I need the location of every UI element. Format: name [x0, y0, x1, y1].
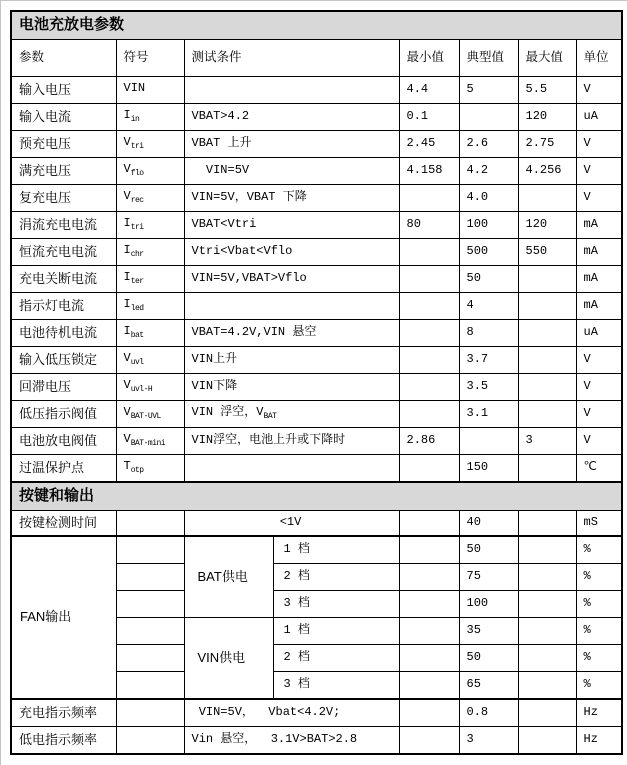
symbol-base: VIN [123, 81, 146, 96]
max-cell [518, 266, 576, 293]
typ-cell: 4.2 [459, 158, 518, 185]
min-cell: 80 [399, 212, 459, 239]
max-cell [518, 727, 576, 755]
min-cell [399, 347, 459, 374]
table-row [11, 185, 622, 212]
symbol-cell [116, 266, 184, 293]
table-row [11, 511, 622, 537]
max-cell [518, 455, 576, 483]
symbol-cell [116, 320, 184, 347]
power-source-cell: VIN供电 [184, 618, 273, 700]
table-row [11, 401, 622, 428]
typ-cell: 3.5 [459, 374, 518, 401]
gear-cell: 3 档 [273, 591, 399, 618]
symbol-subscript: rec [130, 196, 144, 206]
param-cell: 恒流充电电流 [11, 239, 116, 266]
typ-cell: 100 [459, 591, 518, 618]
unit-cell: V [576, 401, 622, 428]
min-cell [399, 699, 459, 727]
symbol-base: V [123, 378, 131, 393]
symbol-subscript: flo [130, 169, 144, 179]
condition-cell: <1V [184, 511, 399, 537]
spec-table [10, 10, 623, 755]
col-header-unit: 单位 [576, 40, 622, 77]
symbol-subscript: BAT-UVL [130, 412, 161, 422]
condition-cell: VIN=5V [184, 158, 399, 185]
min-cell [399, 401, 459, 428]
symbol-base: I [123, 297, 131, 312]
gear-cell: 1 档 [273, 618, 399, 645]
table-row [11, 347, 622, 374]
param-cell: 按键检测时间 [11, 511, 116, 537]
symbol-cell [116, 239, 184, 266]
min-cell [399, 320, 459, 347]
symbol-cell [116, 455, 184, 483]
condition-cell: VIN=5V,VBAT>Vflo [184, 266, 399, 293]
typ-cell: 75 [459, 564, 518, 591]
col-header-min: 最小值 [399, 40, 459, 77]
condition-cell: VBAT=4.2V,VIN 悬空 [184, 320, 399, 347]
typ-cell: 8 [459, 320, 518, 347]
symbol-base: V [123, 135, 131, 150]
typ-cell: 50 [459, 645, 518, 672]
symbol-cell [116, 77, 184, 104]
max-cell [518, 185, 576, 212]
param-cell: 过温保护点 [11, 455, 116, 483]
max-cell [518, 591, 576, 618]
min-cell [399, 239, 459, 266]
unit-cell: V [576, 347, 622, 374]
gear-cell: 1 档 [273, 536, 399, 564]
condition-cell [184, 455, 399, 483]
table-row [11, 428, 622, 455]
symbol-base: V [123, 405, 131, 420]
param-cell: 输入电流 [11, 104, 116, 131]
symbol-cell [116, 374, 184, 401]
condition-cell: Vtri<Vbat<Vflo [184, 239, 399, 266]
fan-output-cell: FAN输出 [11, 536, 116, 699]
unit-cell: V [576, 77, 622, 104]
typ-cell: 50 [459, 266, 518, 293]
symbol-subscript: ter [130, 277, 144, 287]
symbol-cell [116, 212, 184, 239]
unit-cell: mA [576, 266, 622, 293]
min-cell: 4.158 [399, 158, 459, 185]
max-cell [518, 564, 576, 591]
unit-cell: mA [576, 293, 622, 320]
unit-cell: ℃ [576, 455, 622, 483]
condition-cell [184, 401, 399, 428]
typ-cell: 2.6 [459, 131, 518, 158]
symbol-cell [116, 564, 184, 591]
max-cell: 120 [518, 104, 576, 131]
col-header-typ: 典型值 [459, 40, 518, 77]
col-header-param: 参数 [11, 40, 116, 77]
condition-cell [184, 293, 399, 320]
table-row [11, 374, 622, 401]
symbol-cell [116, 401, 184, 428]
table-row [11, 266, 622, 293]
symbol-subscript: bat [130, 331, 144, 341]
param-cell: 复充电压 [11, 185, 116, 212]
typ-cell: 3.7 [459, 347, 518, 374]
min-cell [399, 591, 459, 618]
unit-cell: % [576, 645, 622, 672]
symbol-subscript: otp [130, 466, 144, 476]
symbol-cell [116, 672, 184, 700]
condition-text: VIN 浮空，V [191, 405, 264, 420]
table-row [11, 320, 622, 347]
symbol-cell [116, 618, 184, 645]
symbol-subscript: uvl-H [130, 385, 153, 395]
param-cell: 预充电压 [11, 131, 116, 158]
max-cell [518, 699, 576, 727]
condition-cell: VBAT 上升 [184, 131, 399, 158]
table-row [11, 293, 622, 320]
symbol-base: V [123, 162, 131, 177]
symbol-base: I [123, 108, 131, 123]
min-cell [399, 618, 459, 645]
condition-cell: VIN浮空，电池上升或下降时 [184, 428, 399, 455]
symbol-cell [116, 104, 184, 131]
max-cell [518, 511, 576, 537]
symbol-cell [116, 511, 184, 537]
min-cell [399, 266, 459, 293]
unit-cell: % [576, 564, 622, 591]
max-cell: 3 [518, 428, 576, 455]
symbol-cell [116, 293, 184, 320]
max-cell [518, 293, 576, 320]
symbol-subscript: tri [130, 142, 144, 152]
max-cell [518, 320, 576, 347]
typ-cell: 100 [459, 212, 518, 239]
condition-cell: VIN下降 [184, 374, 399, 401]
section-title-row [11, 11, 622, 40]
max-cell [518, 374, 576, 401]
param-cell: 回滞电压 [11, 374, 116, 401]
param-cell: 涓流充电电流 [11, 212, 116, 239]
col-header-condition: 测试条件 [184, 40, 399, 77]
symbol-cell [116, 428, 184, 455]
symbol-cell [116, 645, 184, 672]
symbol-cell [116, 158, 184, 185]
table-row [11, 699, 622, 727]
unit-cell: uA [576, 320, 622, 347]
max-cell [518, 347, 576, 374]
unit-cell: % [576, 536, 622, 564]
param-cell: 输入电压 [11, 77, 116, 104]
typ-cell: 500 [459, 239, 518, 266]
param-cell: 满充电压 [11, 158, 116, 185]
gear-cell: 2 档 [273, 645, 399, 672]
param-cell: 低压指示阀值 [11, 401, 116, 428]
symbol-base: I [123, 243, 131, 258]
unit-cell: mA [576, 212, 622, 239]
symbol-cell [116, 699, 184, 727]
column-header-row [11, 40, 622, 77]
max-cell: 4.256 [518, 158, 576, 185]
col-header-max: 最大值 [518, 40, 576, 77]
unit-cell: uA [576, 104, 622, 131]
symbol-subscript: BAT-mini [130, 439, 166, 449]
max-cell [518, 401, 576, 428]
unit-cell: Hz [576, 699, 622, 727]
param-cell: 电池待机电流 [11, 320, 116, 347]
symbol-base: V [123, 432, 131, 447]
symbol-base: V [123, 351, 131, 366]
battery-section-title: 电池充放电参数 [11, 11, 622, 40]
table-row [11, 104, 622, 131]
table-row [11, 131, 622, 158]
gear-cell: 2 档 [273, 564, 399, 591]
symbol-subscript: chr [130, 250, 144, 260]
condition-cell [184, 77, 399, 104]
unit-cell: V [576, 185, 622, 212]
symbol-base: I [123, 216, 131, 231]
max-cell: 550 [518, 239, 576, 266]
symbol-base: V [123, 189, 131, 204]
param-cell: 输入低压锁定 [11, 347, 116, 374]
symbol-cell [116, 131, 184, 158]
min-cell [399, 511, 459, 537]
typ-cell: 0.8 [459, 699, 518, 727]
min-cell: 0.1 [399, 104, 459, 131]
min-cell: 4.4 [399, 77, 459, 104]
unit-cell: Hz [576, 727, 622, 755]
table-row [11, 239, 622, 266]
symbol-subscript: led [130, 304, 144, 314]
min-cell [399, 293, 459, 320]
condition-cell: VIN上升 [184, 347, 399, 374]
symbol-cell [116, 347, 184, 374]
table-row [11, 77, 622, 104]
typ-cell: 50 [459, 536, 518, 564]
param-cell: 指示灯电流 [11, 293, 116, 320]
table-row [11, 158, 622, 185]
col-header-symbol: 符号 [116, 40, 184, 77]
symbol-cell [116, 727, 184, 755]
typ-cell: 3 [459, 727, 518, 755]
symbol-cell [116, 536, 184, 564]
unit-cell: % [576, 618, 622, 645]
condition-cell: VIN=5V， Vbat<4.2V; [184, 699, 399, 727]
max-cell: 2.75 [518, 131, 576, 158]
keys-section-title: 按键和输出 [11, 482, 622, 511]
unit-cell: % [576, 591, 622, 618]
typ-cell: 3.1 [459, 401, 518, 428]
param-cell: 充电关断电流 [11, 266, 116, 293]
symbol-base: I [123, 324, 131, 339]
min-cell [399, 455, 459, 483]
section-title-row [11, 482, 622, 511]
unit-cell: V [576, 374, 622, 401]
condition-cell: VIN=5V，VBAT 下降 [184, 185, 399, 212]
symbol-subscript: in [130, 115, 140, 125]
min-cell [399, 185, 459, 212]
unit-cell: V [576, 131, 622, 158]
param-cell: 电池放电阀值 [11, 428, 116, 455]
condition-cell: VBAT>4.2 [184, 104, 399, 131]
symbol-base: I [123, 270, 131, 285]
typ-cell: 4 [459, 293, 518, 320]
min-cell [399, 727, 459, 755]
table-row [11, 727, 622, 755]
typ-cell: 65 [459, 672, 518, 700]
symbol-cell [116, 185, 184, 212]
symbol-subscript: tri [130, 223, 144, 233]
typ-cell [459, 104, 518, 131]
gear-cell: 3 档 [273, 672, 399, 700]
unit-cell: mS [576, 511, 622, 537]
symbol-subscript: uvl [130, 358, 144, 368]
max-cell [518, 536, 576, 564]
max-cell [518, 645, 576, 672]
typ-cell: 4.0 [459, 185, 518, 212]
power-source-cell: BAT供电 [184, 536, 273, 618]
unit-cell: mA [576, 239, 622, 266]
typ-cell: 150 [459, 455, 518, 483]
unit-cell: % [576, 672, 622, 700]
typ-cell: 35 [459, 618, 518, 645]
max-cell: 120 [518, 212, 576, 239]
symbol-cell [116, 591, 184, 618]
min-cell [399, 374, 459, 401]
typ-cell [459, 428, 518, 455]
unit-cell: V [576, 158, 622, 185]
min-cell [399, 564, 459, 591]
min-cell: 2.45 [399, 131, 459, 158]
condition-cell: Vin 悬空， 3.1V>BAT>2.8 [184, 727, 399, 755]
condition-cell: VBAT<Vtri [184, 212, 399, 239]
max-cell [518, 672, 576, 700]
typ-cell: 5 [459, 77, 518, 104]
min-cell [399, 672, 459, 700]
min-cell [399, 645, 459, 672]
min-cell: 2.86 [399, 428, 459, 455]
typ-cell: 40 [459, 511, 518, 537]
condition-subscript: BAT [263, 412, 277, 422]
param-cell: 充电指示频率 [11, 699, 116, 727]
max-cell [518, 618, 576, 645]
table-row [11, 455, 622, 483]
table-row [11, 536, 622, 564]
param-cell: 低电指示频率 [11, 727, 116, 755]
table-row [11, 212, 622, 239]
min-cell [399, 536, 459, 564]
max-cell: 5.5 [518, 77, 576, 104]
symbol-base: T [123, 459, 131, 474]
unit-cell: V [576, 428, 622, 455]
